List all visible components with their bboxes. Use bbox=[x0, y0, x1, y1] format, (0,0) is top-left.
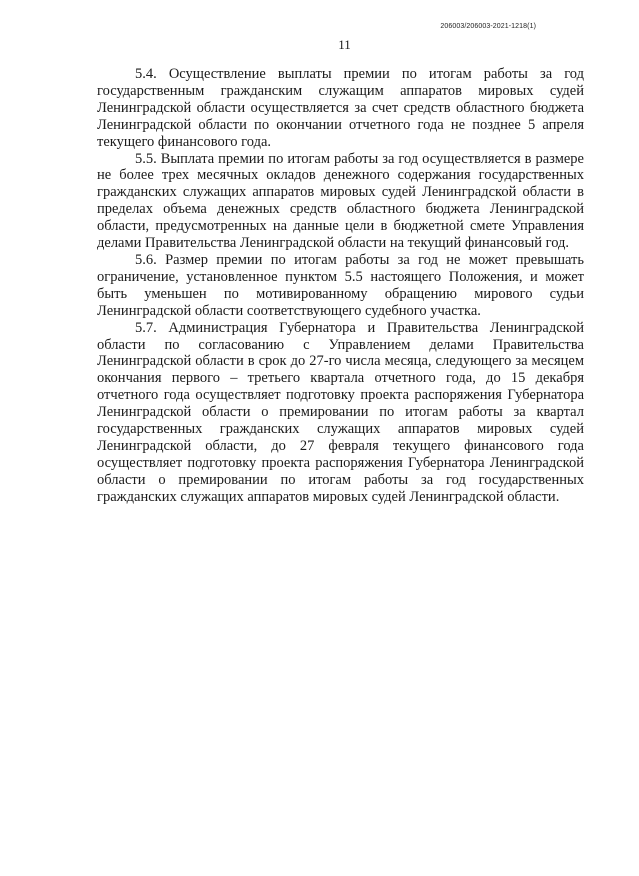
paragraph-5-4: 5.4. Осуществление выплаты премии по итогам работы за год государственным гражданским служащим аппаратов мировых судей Ленинградской области осуществляется за счет средств областного бюджета Ленинградской области по окончании отчетного года не позднее 5 апреля текущего финансового года. bbox=[97, 66, 584, 150]
page-number: 11 bbox=[338, 37, 351, 52]
document-code: 206003/206003-2021-1218(1) bbox=[440, 23, 536, 30]
paragraph-5-5: 5.5. Выплата премии по итогам работы за год осуществляется в размере не более трех месячных окладов денежного содержания государственных гражданских служащих аппаратов мировых судей Ленинградской области в пределах объема денежных средств областного бюджета Ленинградской области, предусмотренных на данные цели в бюджетной смете Управления делами Правительства Ленинградской области на текущий финансовый год. bbox=[97, 150, 584, 252]
document-body bbox=[97, 66, 584, 506]
paragraph-5-7: 5.7. Администрация Губернатора и Правительства Ленинградской области по согласованию с Управлением делами Правительства Ленинградской области в срок до 27-го числа месяца, следующего за месяцем окончания первого – третьего квартала отчетного года, до 15 декабря отчетного года осуществляет подготовку проекта распоряжения Губернатора Ленинградской области о премировании по итогам работы за квартал государственных гражданских служащих аппаратов мировых судей Ленинградской области, до 27 февраля текущего финансового года осуществляет подготовку проекта распоряжения Губернатора Ленинградской области о премировании по итогам работы за год государственных гражданских служащих аппаратов мировых судей Ленинградской области. bbox=[97, 319, 584, 505]
paragraph-5-6: 5.6. Размер премии по итогам работы за год не может превышать ограничение, установленное пунктом 5.5 настоящего Положения, и может быть уменьшен по мотивированному обращению мирового судьи Ленинградской области соответствующего судебного участка. bbox=[97, 251, 584, 319]
